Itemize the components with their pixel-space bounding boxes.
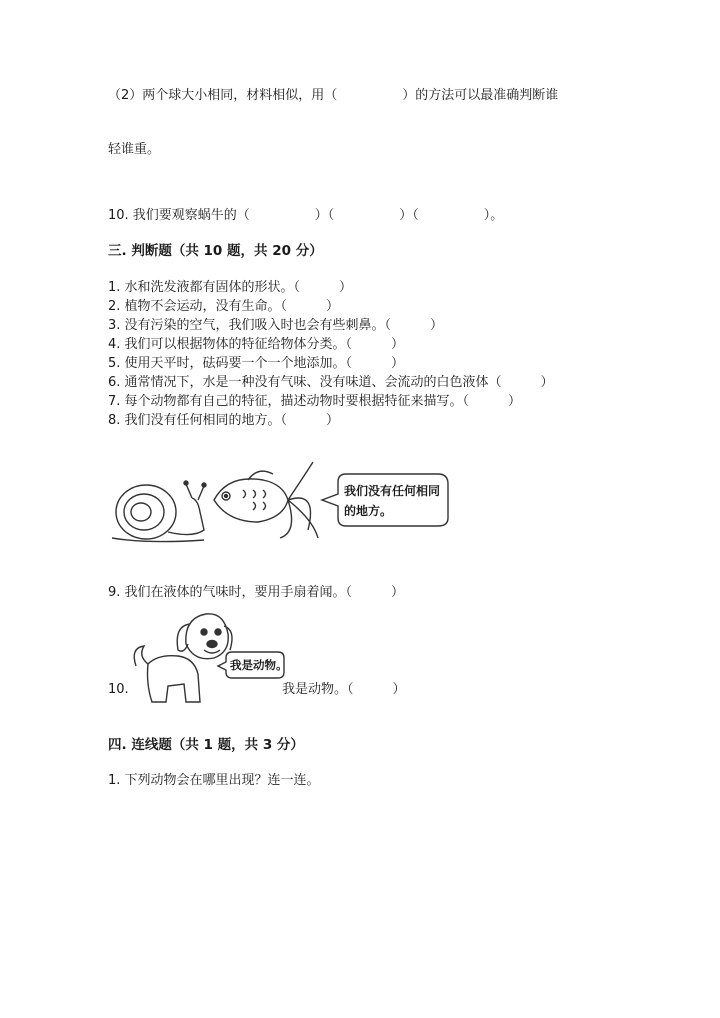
snail-fish-illustration xyxy=(108,460,458,552)
snail-fish-drawing xyxy=(108,460,458,552)
section-4-heading: 四. 连线题（共 1 题，共 3 分） xyxy=(108,737,304,753)
judge-item-6: 6. 通常情况下，水是一种没有气味、没有味道、会流动的白色液体（ ） xyxy=(108,375,554,390)
judge-item-8: 8. 我们没有任何相同的地方。（ ） xyxy=(108,413,340,428)
judge-item-9: 9. 我们在液体的气味时，要用手扇着闻。（ ） xyxy=(108,585,405,600)
section-3-heading: 三. 判断题（共 10 题，共 20 分） xyxy=(108,243,323,259)
judge-item-3: 3. 没有污染的空气，我们吸入时也会有些刺鼻。（ ） xyxy=(108,318,444,333)
match-item-1: 1. 下列动物会在哪里出现？连一连。 xyxy=(108,773,320,788)
judge-item-10-number: 10. xyxy=(108,682,129,697)
bubble-8-text-line2: 的地方。 xyxy=(344,504,393,518)
judge-item-7: 7. 每个动物都有自己的特征，描述动物时要根据特征来描写。（ ） xyxy=(108,394,522,409)
judge-item-10-text: 我是动物。（ ） xyxy=(282,682,406,697)
goldfish-illustration xyxy=(214,462,318,538)
dog-drawing xyxy=(128,604,288,708)
q9-part2-line1: （2）两个球大小相同，材料相似，用（ ）的方法可以最准确判断谁 xyxy=(108,88,559,103)
snail-illustration xyxy=(112,481,206,542)
judge-item-2: 2. 植物不会运动，没有生命。（ ） xyxy=(108,299,340,314)
judge-item-4: 4. 我们可以根据物体的特征给物体分类。（ ） xyxy=(108,337,405,352)
bubble-8-text-line1: 我们没有任何相同 xyxy=(344,484,441,498)
bubble-10-text: 我是动物。 xyxy=(230,658,288,672)
dog-illustration xyxy=(128,604,288,708)
question-10: 10. 我们要观察蜗牛的（ ）（ ）（ ）。 xyxy=(108,208,504,223)
judge-item-1: 1. 水和洗发液都有固体的形状。（ ） xyxy=(108,280,353,295)
q9-part2-line2: 轻谁重。 xyxy=(108,142,161,157)
judge-item-5: 5. 使用天平时，砝码要一个一个地添加。（ ） xyxy=(108,356,405,371)
